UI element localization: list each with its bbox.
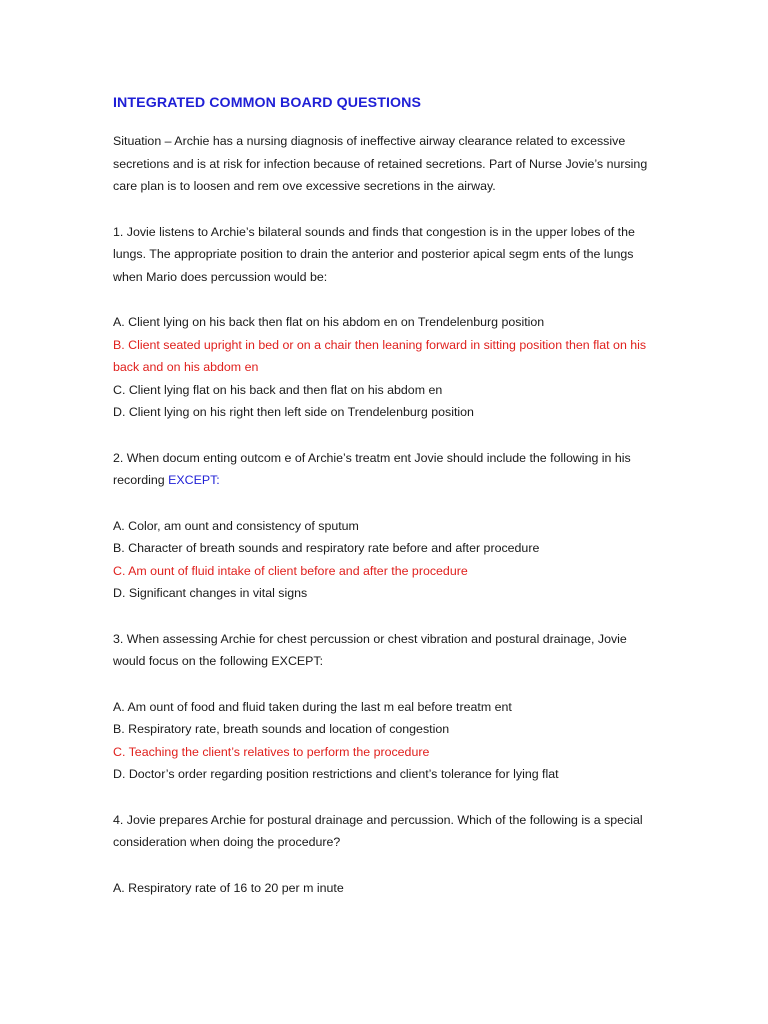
spacer [113, 854, 661, 877]
option-a: A. Am ount of food and fluid taken during the last m eal before treatm ent [113, 699, 512, 714]
option-b: B. Character of breath sounds and respiratory rate before and after procedure [113, 541, 540, 555]
option-a: A. Respiratory rate of 16 to 20 per m inute [113, 880, 344, 895]
question-2 [113, 447, 661, 605]
option-b: B. Respiratory rate, breath sounds and location of congestion [113, 722, 450, 736]
spacer [113, 786, 661, 809]
option-c: C. Client lying flat on his back and then flat on his abdom en [113, 382, 443, 397]
question-stem: 1. Jovie listens to Archie’s bilateral sounds and finds that congestion is in the upper lobes of the lungs. The appropriate position to drain the anterior and posterior apical segm ents of the lungs when Mario does percussion would be: [113, 224, 635, 284]
document-title: INTEGRATED COMMON BOARD QUESTIONS [113, 95, 422, 111]
except-keyword: EXCEPT: [168, 473, 220, 487]
spacer [113, 492, 661, 515]
option-c-answer: C. Teaching the client’s relatives to perform the procedure [113, 744, 430, 759]
spacer [113, 424, 661, 447]
situation-paragraph: Situation – Archie has a nursing diagnosis of ineffective airway clearance related to excessive secretions and is at risk for infection because of retained secretions. Part of Nurse Jovie’s nursing care plan is to loosen and rem ove excessive secretions in the airway. [113, 134, 648, 193]
option-c-answer: C. Am ount of fluid intake of client before and after the procedure [113, 563, 468, 578]
spacer [113, 198, 661, 221]
option-a: A. Color, am ount and consistency of sputum [113, 518, 359, 533]
spacer [113, 605, 661, 628]
question-stem: 3. When assessing Archie for chest percussion or chest vibration and postural drainage, Jovie would focus on the following EXCEPT: [113, 631, 627, 668]
document-page [113, 94, 661, 899]
question-3 [113, 628, 661, 786]
option-b-answer: B. Client seated upright in bed or on a chair then leaning forward in sitting position then flat on his back and on his abdom en [113, 337, 647, 374]
question-4 [113, 809, 661, 900]
question-stem: 4. Jovie prepares Archie for postural drainage and percussion. Which of the following is a special consideration when doing the procedure? [113, 812, 643, 849]
spacer [113, 673, 661, 696]
question-1 [113, 221, 661, 424]
spacer [113, 288, 661, 311]
option-d: D. Significant changes in vital signs [113, 586, 308, 600]
option-a: A. Client lying on his back then flat on his abdom en on Trendelenburg position [113, 315, 545, 329]
option-d: D. Client lying on his right then left side on Trendelenburg position [113, 405, 474, 419]
option-d: D. Doctor’s order regarding position restrictions and client’s tolerance for lying flat [113, 767, 559, 781]
question-stem-text: 2. When docum enting outcom e of Archie’s treatm ent Jovie should include the following in his recording [113, 450, 631, 487]
question-stem [113, 447, 661, 492]
